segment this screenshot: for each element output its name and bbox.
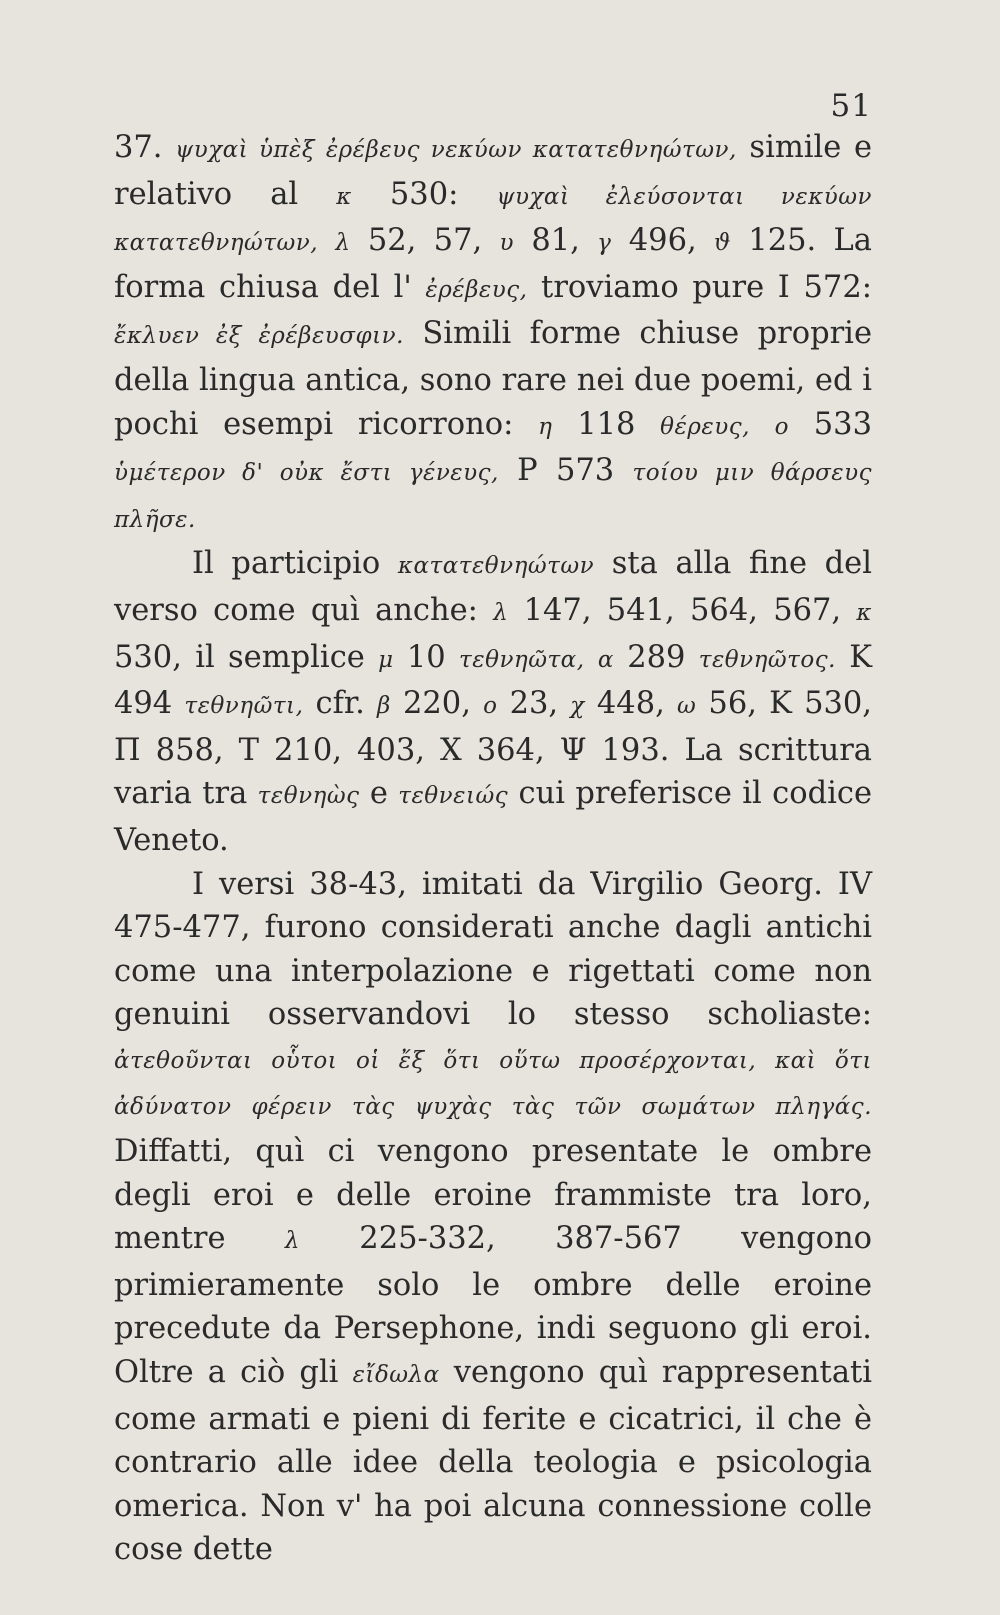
greek-text: ο [774,413,790,440]
greek-text: κατατεθνηώτων [397,553,595,580]
page-number: 51 [830,88,872,124]
greek-text: η [538,413,553,440]
greek-text: θέρευς, [660,413,750,440]
text-run: 225-332, 387-567 vengono primieramente solo le ombre delle eroine precedute da Persephone, indi seguono gli eroi. Oltre a ciò gli [114,1221,872,1391]
text-run: 533 [789,406,872,442]
text-run: P 573 [498,453,633,489]
text-run: 220, [390,686,484,722]
text-run: K 494 [114,639,873,722]
text-run [585,640,598,675]
text-run: simile e relativo al [114,130,873,212]
text-run: 496, [611,223,714,259]
greek-text: τεθνηῶτος. [698,646,836,673]
paragraph [114,542,872,862]
text-run: I versi 38-43, imitati da Virgilio Georg. IV 475-477, furono considerati anche dagli antichi come una interpolazione e rigettati come non genuini osservandovi lo stesso scholiaste: [114,866,872,1033]
text-run: 530, il semplice [114,639,379,675]
paragraph [114,863,872,1573]
greek-text: ἐρέβευς, [425,276,528,303]
greek-text: β [377,693,391,720]
text-run: 37. [114,130,176,165]
greek-text: ἔκλυεν ἐξ ἐρέβευσφιν. [114,323,404,350]
text-run: 10 [393,639,460,675]
greek-text: τεθνηὼς [257,783,360,810]
greek-text: ψυχαὶ ὑπὲξ ἐρέβευς νεκύων κατατεθνηώτων, [175,137,737,163]
text-run [318,223,335,258]
text-run: troviamo pure I 572: [527,269,872,305]
body-text [114,126,872,1572]
greek-text: τεθνηῶτα, [459,646,585,673]
greek-text: ὑμέτερον δ' οὐκ ἔστι γένευς, [114,460,499,487]
text-run: Il participio [192,546,398,582]
greek-text: ω [677,693,697,720]
text-run: 530: [351,176,497,212]
text-run: cui preferisce il codice Veneto. [114,776,872,858]
text-run: Diffatti, quì ci vengono presentate le ombre degli eroi e delle eroine frammiste tra loro, mentre [114,1134,872,1257]
text-run: 118 [552,406,661,442]
text-run: Simili forme chiuse proprie della lingua antica, sono rare nei due poemi, ed i pochi esempi ricorrono: [114,316,872,442]
greek-text: ο [483,693,498,720]
greek-text: α [597,646,614,673]
text-run: 448, [584,686,677,722]
greek-text: λ [284,1228,300,1255]
greek-text: ϑ [714,230,731,257]
greek-text: ἀτεθοῦνται οὗτοι οἱ ἔξ ὅτι οὕτω προσέρχονται, καὶ ὅτι ἀδύνατον φέρειν τὰς ψυχὰς τὰς τῶν σωμάτων πληγάς. [114,1047,872,1121]
text-run: 125. La forma chiusa del l' [114,223,872,305]
greek-text: μ [378,646,394,673]
text-run: 52, 57, [350,223,500,259]
greek-text: υ [499,230,514,257]
greek-text: τεθνηῶτι, [184,693,304,720]
text-run: 147, 541, 564, 567, [508,592,857,628]
text-run: 289 [613,639,699,675]
greek-text: λ [493,599,509,626]
text-run: sta alla fine del verso come quì anche: [114,546,872,628]
greek-text: γ [597,230,612,257]
greek-text: τοίου μιν θάρσευς πλῆσε. [114,460,872,533]
paragraph [114,126,872,542]
greek-text: λ [335,230,351,257]
greek-text: ψυχαὶ ἐλεύσονται νεκύων κατατεθνηώτων, [114,183,872,257]
greek-text: εἴδωλα [352,1362,440,1389]
greek-text: χ [570,693,585,720]
text-run: cfr. [303,686,378,722]
text-run: 81, [514,223,598,259]
greek-text: τεθνειώς [398,783,509,810]
text-run: vengono quì rappresentati come armati e pieni di ferite e cicatrici, il che è contrario alle idee della teologia e psicologia omerica. Non v' ha poi alcuna connessione colle cose dette [114,1355,873,1568]
greek-text: κ [856,599,872,626]
text-run: e [359,776,399,812]
text-run [750,407,775,442]
text-run: 56, K 530, Π 858, T 210, 403, X 364, Ψ 193. La scrittura varia tra [114,686,872,812]
greek-text: κ [336,183,352,210]
text-run: 23, [497,686,571,722]
